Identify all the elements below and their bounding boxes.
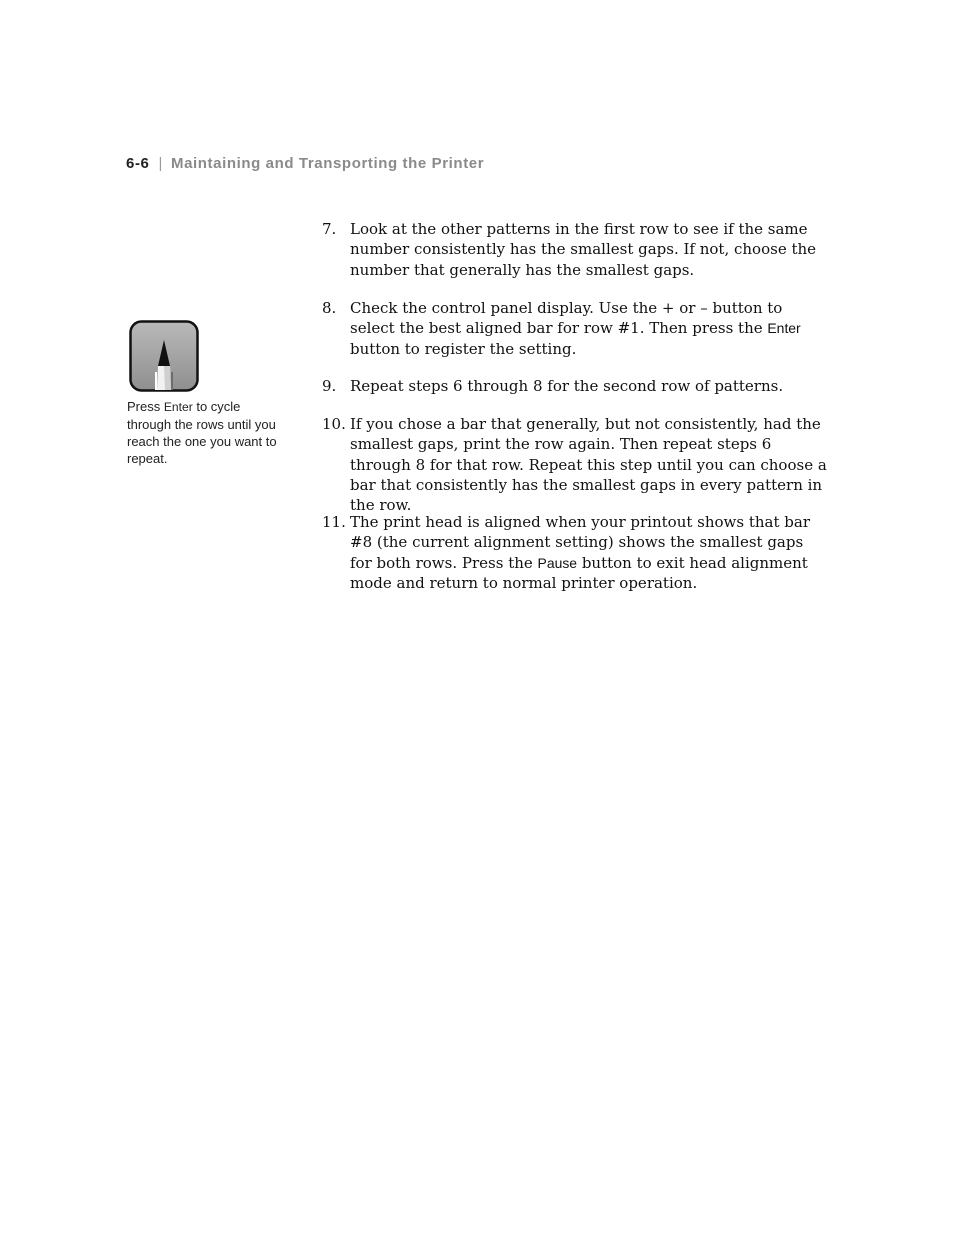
step-text: Look at the other patterns in the first row to see if the same number consistently has the smallest gaps. If not, choose the number that generally has the smallest gaps. <box>350 220 817 279</box>
header-separator: | <box>158 155 163 172</box>
key-label-enter: Enter <box>163 400 193 414</box>
key-label-pause: Pause <box>537 554 578 571</box>
list-item <box>322 512 828 593</box>
step-number: 7. <box>322 220 337 238</box>
step-text: Check the control panel display. Use the + or – button to select the best aligned bar for row #1. Then press the Enter button to register the setting. <box>350 299 801 358</box>
section-title: Maintaining and Transporting the Printer <box>170 155 485 172</box>
pencil-tip-icon <box>129 320 199 392</box>
key-label-enter: Enter <box>767 320 801 337</box>
tip-note: Press Enter to cycle through the rows until you reach the one you want to repeat. <box>127 399 277 466</box>
step-number: 9. <box>322 377 337 395</box>
page-header <box>126 155 484 172</box>
step-number: 8. <box>322 299 337 317</box>
step-text: Repeat steps 6 through 8 for the second row of patterns. <box>350 377 784 395</box>
step-number: 11. <box>322 513 346 531</box>
step-text: The print head is aligned when your printout shows that bar #8 (the current alignment setting) shows the smallest gaps for both rows. Press the Pause button to exit head alignment mode and return to normal printer operation. <box>350 513 810 592</box>
page-number: 6-6 <box>126 155 150 172</box>
list-item <box>322 219 828 280</box>
list-item <box>322 414 828 515</box>
list-item <box>322 376 828 396</box>
list-item <box>322 298 828 359</box>
step-number: 10. <box>322 415 346 433</box>
step-text: If you chose a bar that generally, but not consistently, had the smallest gaps, print the row again. Then repeat steps 6 through 8 for that row. Repeat this step until you can choose a bar that consistently has the smallest gaps in every pattern in the row. <box>350 415 827 515</box>
